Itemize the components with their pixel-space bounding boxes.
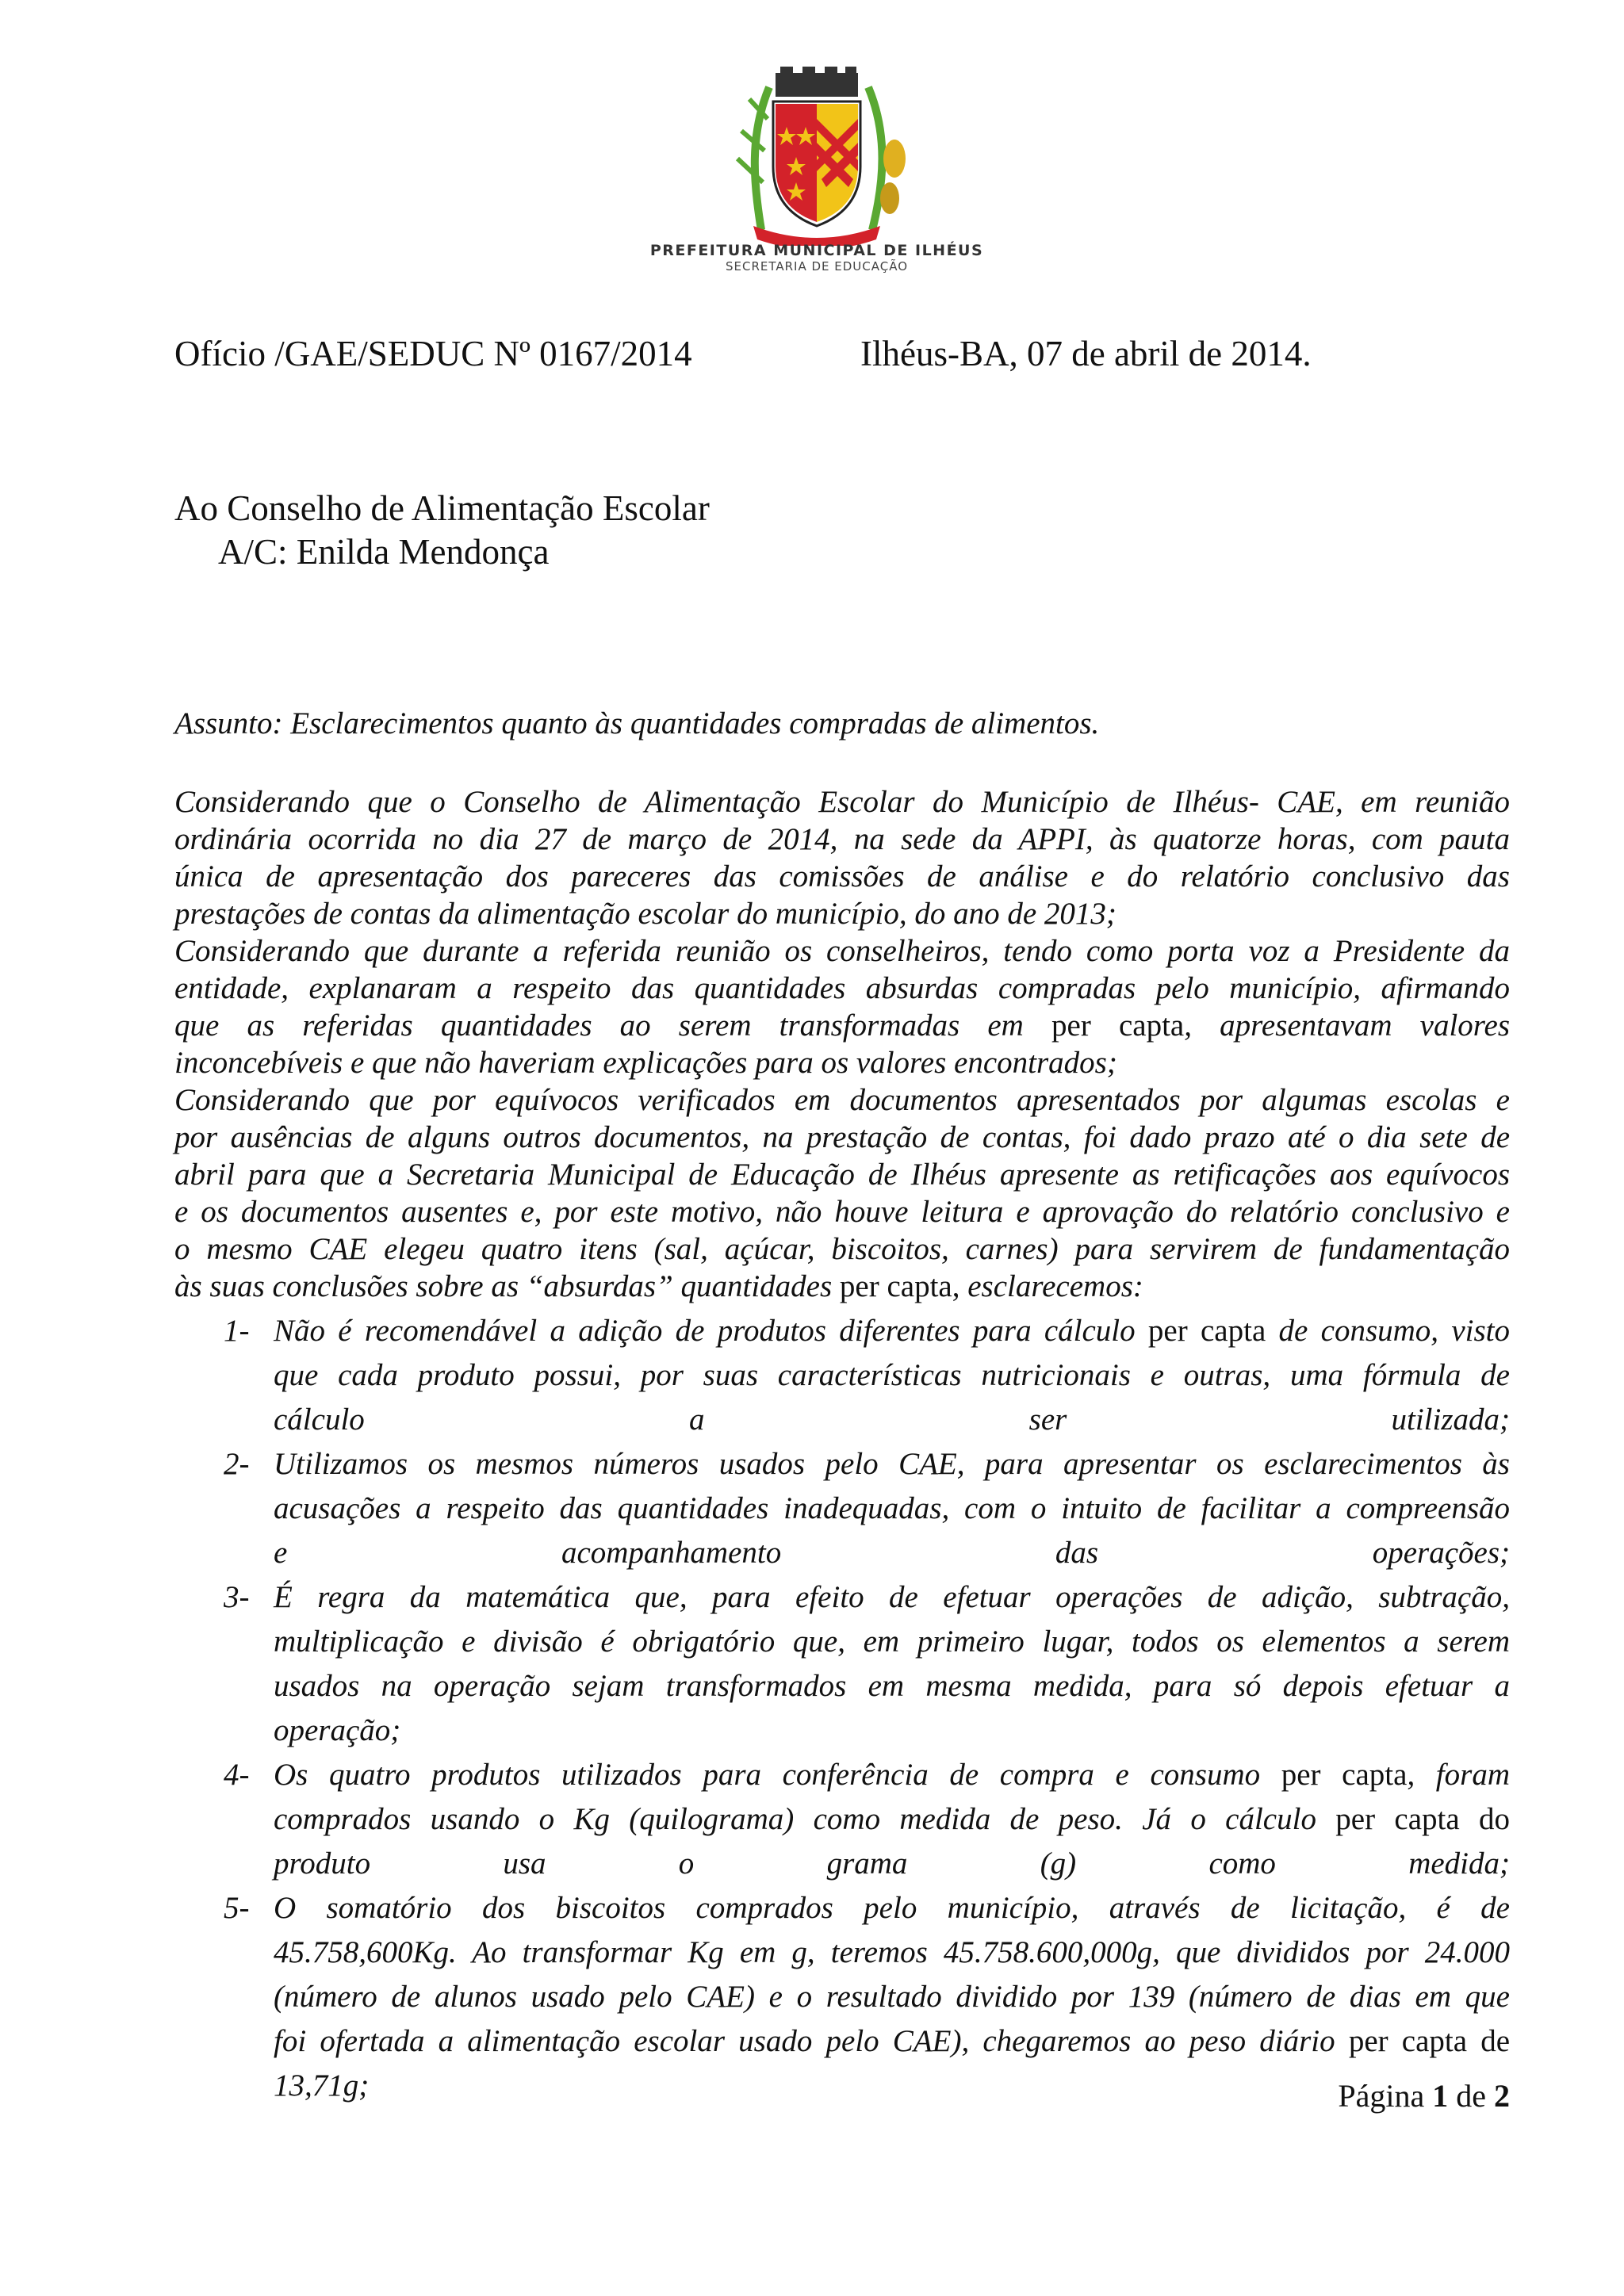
total-pages: 2 bbox=[1494, 2078, 1510, 2114]
text-segment: esclarecemos: bbox=[967, 1269, 1143, 1303]
list-item-line: que cada produto possui, por suas características nutricionais e outras, uma fórmula de bbox=[274, 1358, 1510, 1392]
list-item-line: multiplicação e divisão é obrigatório que, em primeiro lugar, todos os elementos a serem bbox=[274, 1624, 1510, 1659]
list-item-line: É regra da matemática que, para efeito de efetuar operações de adição, subtração, bbox=[274, 1580, 1510, 1614]
list-item-number: 2- bbox=[224, 1447, 250, 1481]
per-capta-term: per capta bbox=[1147, 1314, 1266, 1348]
paragraph-line bbox=[174, 1007, 1510, 1044]
text-segment: de consumo, visto bbox=[1278, 1314, 1510, 1348]
text-segment: comprados usando o Kg (quilograma) como medida de peso. Já o cálculo bbox=[274, 1802, 1316, 1836]
paragraph-line: única de apresentação dos pareceres das comissões de análise e do relatório conclusivo das bbox=[174, 859, 1510, 894]
paragraph-line: prestações de contas da alimentação escolar do município, do ano de 2013; bbox=[174, 897, 1116, 931]
list-item-number: 1- bbox=[224, 1314, 250, 1348]
paragraph-line: abril para que a Secretaria Municipal de Educação de Ilhéus apresente as retificações aos equívocos bbox=[174, 1158, 1510, 1192]
list-item-line: 45.758,600Kg. Ao transformar Kg em g, teremos 45.758.600,000g, que divididos por 24.000 bbox=[274, 1935, 1510, 1969]
paragraph-line: Considerando que por equívocos verificados em documentos apresentados por algumas escolas e bbox=[174, 1083, 1510, 1117]
paragraph-line: ordinária ocorrida no dia 27 de março de 2014, na sede da APPI, às quatorze horas, com pauta bbox=[174, 822, 1510, 856]
text-segment: , foram bbox=[1407, 1758, 1510, 1792]
list-item-line bbox=[274, 1309, 1510, 1353]
list-item-number: 3- bbox=[224, 1580, 250, 1614]
list-item-line: 13,71g; bbox=[274, 2068, 370, 2103]
per-capta-term: per capta bbox=[1335, 1802, 1460, 1836]
text-segment: , apresentavam valores bbox=[1184, 1008, 1511, 1043]
list-item-line bbox=[274, 1753, 1510, 1797]
list-item-number: 4- bbox=[224, 1758, 250, 1792]
page-number bbox=[1338, 2077, 1510, 2114]
list-item-line: operação; bbox=[274, 1713, 401, 1747]
paragraph-line: Considerando que durante a referida reunião os conselheiros, tendo como porta voz a Presidente da bbox=[174, 934, 1510, 968]
list-item-line: cálculo a ser utilizada; bbox=[274, 1402, 1510, 1437]
per-capta-term: per capta, bbox=[839, 1269, 960, 1303]
current-page: 1 bbox=[1432, 2078, 1449, 2114]
paragraph-line: por ausências de alguns outros documentos, na prestação de contas, foi dado prazo até o dia sete de bbox=[174, 1120, 1510, 1154]
recipient-line: Ao Conselho de Alimentação Escolar bbox=[174, 488, 710, 528]
per-capta-term: per capta bbox=[1051, 1008, 1185, 1043]
text-segment: que as referidas quantidades ao serem transformadas em bbox=[174, 1008, 1024, 1043]
page-label: Página bbox=[1338, 2078, 1425, 2114]
paragraph-line: Considerando que o Conselho de Alimentação Escolar do Município de Ilhéus- CAE, em reunião bbox=[174, 785, 1510, 819]
per-capta-term: per capta bbox=[1348, 2024, 1468, 2058]
list-item-line bbox=[274, 1797, 1510, 1842]
text-segment: às suas conclusões sobre as “absurdas” quantidades bbox=[174, 1269, 833, 1303]
paragraph-line: inconcebíveis e que não haveriam explicações para os valores encontrados; bbox=[174, 1046, 1117, 1080]
org-subtitle: SECRETARIA DE EDUCAÇÃO bbox=[725, 259, 909, 274]
text-segment: do bbox=[1479, 1802, 1510, 1836]
org-name: PREFEITURA MUNICIPAL DE ILHÉUS bbox=[649, 242, 984, 259]
paragraph-line: o mesmo CAE elegeu quatro itens (sal, açúcar, biscoitos, carnes) para servirem de fundamentação bbox=[174, 1232, 1510, 1266]
list-item-line: produto usa o grama (g) como medida; bbox=[274, 1846, 1510, 1881]
list-item-line bbox=[274, 2019, 1510, 2064]
subject-line: Assunto: Esclarecimentos quanto às quantidades compradas de alimentos. bbox=[174, 706, 1100, 740]
text-segment: Não é recomendável a adição de produtos diferentes para cálculo bbox=[274, 1314, 1136, 1348]
text-segment: foi ofertada a alimentação escolar usado pelo CAE), chegaremos ao peso diário bbox=[274, 2024, 1335, 2058]
paragraph-line bbox=[174, 1268, 1510, 1305]
paragraph-line: entidade, explanaram a respeito das quantidades absurdas compradas pelo município, afirmando bbox=[174, 971, 1510, 1005]
recipient-attention: A/C: Enilda Mendonça bbox=[218, 532, 550, 572]
page-of: de bbox=[1456, 2078, 1486, 2114]
list-item-line: acusações a respeito das quantidades inadequadas, com o intuito de facilitar a compreensão bbox=[274, 1491, 1510, 1525]
text-segment: de bbox=[1480, 2024, 1510, 2058]
list-item-line: O somatório dos biscoitos comprados pelo município, através de licitação, é de bbox=[274, 1891, 1510, 1925]
list-item-line: (número de alunos usado pelo CAE) e o resultado dividido por 139 (número de dias em que bbox=[274, 1980, 1510, 2014]
paragraph-line: e os documentos ausentes e, por este motivo, não houve leitura e aprovação do relatório conclusivo e bbox=[174, 1195, 1510, 1229]
list-item-line: usados na operação sejam transformados em mesma medida, para só depois efetuar a bbox=[274, 1669, 1510, 1703]
list-item-line: e acompanhamento das operações; bbox=[274, 1536, 1510, 1570]
municipal-coat-of-arms-icon bbox=[706, 63, 928, 246]
document-reference: Ofício /GAE/SEDUC Nº 0167/2014 bbox=[174, 334, 692, 373]
list-item-line: Utilizamos os mesmos números usados pelo CAE, para apresentar os esclarecimentos às bbox=[274, 1447, 1510, 1481]
text-segment: Os quatro produtos utilizados para conferência de compra e consumo bbox=[274, 1758, 1261, 1792]
place-date: Ilhéus-BA, 07 de abril de 2014. bbox=[860, 334, 1312, 373]
list-item-number: 5- bbox=[224, 1891, 250, 1925]
per-capta-term: per capta bbox=[1281, 1758, 1408, 1792]
